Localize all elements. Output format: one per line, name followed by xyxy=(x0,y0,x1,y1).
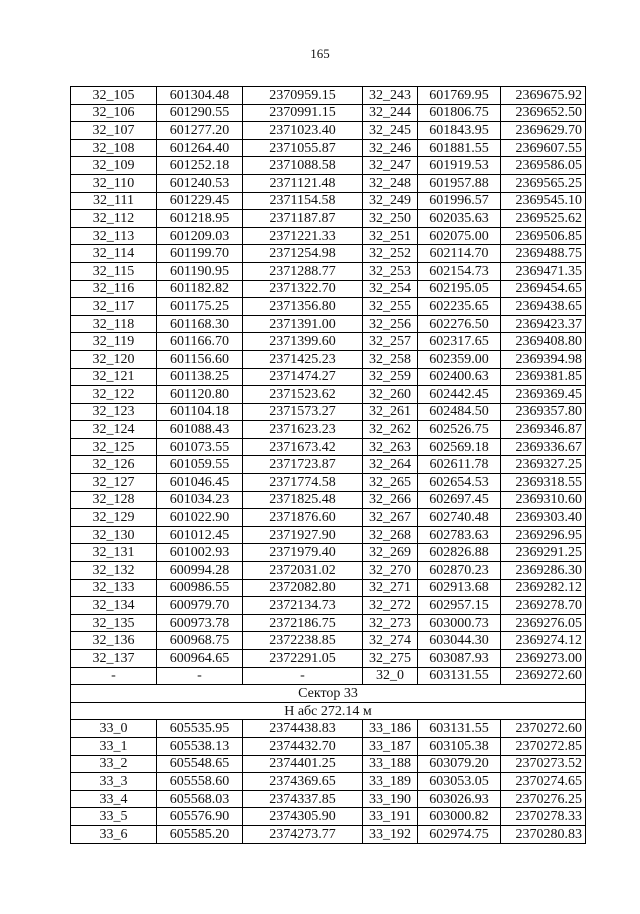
point-id-cell: 32_126 xyxy=(71,456,157,474)
y-coordinate-cell: 2371474.27 xyxy=(243,368,363,386)
point-id-cell: 32_121 xyxy=(71,368,157,386)
x-coordinate-cell: - xyxy=(157,667,243,685)
x-coordinate-cell: 603087.93 xyxy=(418,650,501,668)
y-coordinate-cell: 2369438.65 xyxy=(501,298,586,316)
y-coordinate-cell: 2369278.70 xyxy=(501,597,586,615)
table-row xyxy=(71,192,586,210)
point-id-cell: 32_117 xyxy=(71,298,157,316)
point-id-cell: 32_246 xyxy=(363,139,418,157)
point-id-cell: 32_257 xyxy=(363,333,418,351)
point-id-cell: 32_131 xyxy=(71,544,157,562)
y-coordinate-cell: 2369310.60 xyxy=(501,491,586,509)
y-coordinate-cell: 2371391.00 xyxy=(243,315,363,333)
table-row xyxy=(71,386,586,404)
point-id-cell: 32_123 xyxy=(71,403,157,421)
x-coordinate-cell: 602359.00 xyxy=(418,350,501,368)
x-coordinate-cell: 602484.50 xyxy=(418,403,501,421)
x-coordinate-cell: 602075.00 xyxy=(418,227,501,245)
y-coordinate-cell: 2371154.58 xyxy=(243,192,363,210)
point-id-cell: 32_105 xyxy=(71,87,157,105)
x-coordinate-cell: 601240.53 xyxy=(157,174,243,192)
table-row xyxy=(71,614,586,632)
table-row xyxy=(71,87,586,105)
point-id-cell: 32_260 xyxy=(363,386,418,404)
x-coordinate-cell: 601881.55 xyxy=(418,139,501,157)
x-coordinate-cell: 600994.28 xyxy=(157,562,243,580)
y-coordinate-cell: 2371425.23 xyxy=(243,350,363,368)
x-coordinate-cell: 602235.65 xyxy=(418,298,501,316)
point-id-cell: 33_189 xyxy=(363,773,418,791)
table-row xyxy=(71,350,586,368)
point-id-cell: 32_115 xyxy=(71,262,157,280)
x-coordinate-cell: 605585.20 xyxy=(157,825,243,843)
y-coordinate-cell: 2370276.25 xyxy=(501,790,586,808)
table-row xyxy=(71,368,586,386)
x-coordinate-cell: 601002.93 xyxy=(157,544,243,562)
point-id-cell: 32_0 xyxy=(363,667,418,685)
point-id-cell: 33_191 xyxy=(363,808,418,826)
y-coordinate-cell: 2369296.95 xyxy=(501,526,586,544)
x-coordinate-cell: 600968.75 xyxy=(157,632,243,650)
table-row xyxy=(71,157,586,175)
point-id-cell: 32_265 xyxy=(363,474,418,492)
x-coordinate-cell: 600986.55 xyxy=(157,579,243,597)
point-id-cell: 33_6 xyxy=(71,825,157,843)
sector-title: Сектор 33 xyxy=(71,685,586,703)
point-id-cell: 32_133 xyxy=(71,579,157,597)
y-coordinate-cell: 2369274.12 xyxy=(501,632,586,650)
x-coordinate-cell: 602442.45 xyxy=(418,386,501,404)
height-row xyxy=(71,702,586,720)
x-coordinate-cell: 602697.45 xyxy=(418,491,501,509)
x-coordinate-cell: 603131.55 xyxy=(418,667,501,685)
y-coordinate-cell: 2369291.25 xyxy=(501,544,586,562)
point-id-cell: 32_107 xyxy=(71,122,157,140)
point-id-cell: 33_190 xyxy=(363,790,418,808)
y-coordinate-cell: 2371023.40 xyxy=(243,122,363,140)
x-coordinate-cell: 602783.63 xyxy=(418,526,501,544)
x-coordinate-cell: 602400.63 xyxy=(418,368,501,386)
x-coordinate-cell: 601073.55 xyxy=(157,438,243,456)
y-coordinate-cell: 2371187.87 xyxy=(243,210,363,228)
x-coordinate-cell: 603131.55 xyxy=(418,720,501,738)
y-coordinate-cell: - xyxy=(243,667,363,685)
table-row xyxy=(71,544,586,562)
table-row xyxy=(71,597,586,615)
y-coordinate-cell: 2369408.80 xyxy=(501,333,586,351)
table-row xyxy=(71,720,586,738)
point-id-cell: 32_267 xyxy=(363,509,418,527)
x-coordinate-cell: 603000.73 xyxy=(418,614,501,632)
table-row xyxy=(71,174,586,192)
y-coordinate-cell: 2369565.25 xyxy=(501,174,586,192)
y-coordinate-cell: 2372031.02 xyxy=(243,562,363,580)
y-coordinate-cell: 2371523.62 xyxy=(243,386,363,404)
x-coordinate-cell: 601304.48 xyxy=(157,87,243,105)
point-id-cell: 32_136 xyxy=(71,632,157,650)
x-coordinate-cell: 601277.20 xyxy=(157,122,243,140)
y-coordinate-cell: 2369525.62 xyxy=(501,210,586,228)
y-coordinate-cell: 2371322.70 xyxy=(243,280,363,298)
point-id-cell: 33_5 xyxy=(71,808,157,826)
point-id-cell: 32_253 xyxy=(363,262,418,280)
point-id-cell: 32_129 xyxy=(71,509,157,527)
point-id-cell: 32_106 xyxy=(71,104,157,122)
y-coordinate-cell: 2369629.70 xyxy=(501,122,586,140)
point-id-cell: 32_275 xyxy=(363,650,418,668)
point-id-cell: 32_268 xyxy=(363,526,418,544)
point-id-cell: 32_113 xyxy=(71,227,157,245)
x-coordinate-cell: 602526.75 xyxy=(418,421,501,439)
x-coordinate-cell: 605548.65 xyxy=(157,755,243,773)
x-coordinate-cell: 602276.50 xyxy=(418,315,501,333)
point-id-cell: 33_4 xyxy=(71,790,157,808)
point-id-cell: 32_118 xyxy=(71,315,157,333)
table-row xyxy=(71,122,586,140)
point-id-cell: 33_186 xyxy=(363,720,418,738)
x-coordinate-cell: 601264.40 xyxy=(157,139,243,157)
point-id-cell: 32_244 xyxy=(363,104,418,122)
point-id-cell: 32_128 xyxy=(71,491,157,509)
x-coordinate-cell: 601252.18 xyxy=(157,157,243,175)
x-coordinate-cell: 605535.95 xyxy=(157,720,243,738)
x-coordinate-cell: 601843.95 xyxy=(418,122,501,140)
y-coordinate-cell: 2370959.15 xyxy=(243,87,363,105)
x-coordinate-cell: 605558.60 xyxy=(157,773,243,791)
y-coordinate-cell: 2371088.58 xyxy=(243,157,363,175)
y-coordinate-cell: 2370278.33 xyxy=(501,808,586,826)
point-id-cell: 32_108 xyxy=(71,139,157,157)
point-id-cell: 32_119 xyxy=(71,333,157,351)
y-coordinate-cell: 2369318.55 xyxy=(501,474,586,492)
x-coordinate-cell: 600973.78 xyxy=(157,614,243,632)
y-coordinate-cell: 2369357.80 xyxy=(501,403,586,421)
y-coordinate-cell: 2370280.83 xyxy=(501,825,586,843)
y-coordinate-cell: 2374369.65 xyxy=(243,773,363,791)
point-id-cell: - xyxy=(71,667,157,685)
y-coordinate-cell: 2374401.25 xyxy=(243,755,363,773)
point-id-cell: 32_116 xyxy=(71,280,157,298)
point-id-cell: 32_245 xyxy=(363,122,418,140)
table-row xyxy=(71,755,586,773)
point-id-cell: 32_247 xyxy=(363,157,418,175)
y-coordinate-cell: 2372238.85 xyxy=(243,632,363,650)
x-coordinate-cell: 601182.82 xyxy=(157,280,243,298)
x-coordinate-cell: 601996.57 xyxy=(418,192,501,210)
x-coordinate-cell: 602317.65 xyxy=(418,333,501,351)
x-coordinate-cell: 602611.78 xyxy=(418,456,501,474)
point-id-cell: 32_256 xyxy=(363,315,418,333)
x-coordinate-cell: 605576.90 xyxy=(157,808,243,826)
sector-33-header xyxy=(71,685,586,720)
point-id-cell: 32_127 xyxy=(71,474,157,492)
y-coordinate-cell: 2369336.67 xyxy=(501,438,586,456)
y-coordinate-cell: 2369276.05 xyxy=(501,614,586,632)
table-row xyxy=(71,509,586,527)
x-coordinate-cell: 601229.45 xyxy=(157,192,243,210)
sector-33-rows xyxy=(71,720,586,843)
y-coordinate-cell: 2369423.37 xyxy=(501,315,586,333)
y-coordinate-cell: 2371876.60 xyxy=(243,509,363,527)
point-id-cell: 32_124 xyxy=(71,421,157,439)
x-coordinate-cell: 605568.03 xyxy=(157,790,243,808)
height-label: Н абс 272.14 м xyxy=(71,702,586,720)
point-id-cell: 32_264 xyxy=(363,456,418,474)
point-id-cell: 32_135 xyxy=(71,614,157,632)
y-coordinate-cell: 2371121.48 xyxy=(243,174,363,192)
table-row xyxy=(71,737,586,755)
table-row xyxy=(71,526,586,544)
point-id-cell: 32_254 xyxy=(363,280,418,298)
table-row xyxy=(71,280,586,298)
y-coordinate-cell: 2372291.05 xyxy=(243,650,363,668)
point-id-cell: 32_269 xyxy=(363,544,418,562)
x-coordinate-cell: 602957.15 xyxy=(418,597,501,615)
x-coordinate-cell: 602826.88 xyxy=(418,544,501,562)
table-row xyxy=(71,579,586,597)
point-id-cell: 32_125 xyxy=(71,438,157,456)
table-row xyxy=(71,667,586,685)
x-coordinate-cell: 601012.45 xyxy=(157,526,243,544)
y-coordinate-cell: 2369607.55 xyxy=(501,139,586,157)
table-row xyxy=(71,808,586,826)
table-row xyxy=(71,245,586,263)
point-id-cell: 32_111 xyxy=(71,192,157,210)
x-coordinate-cell: 603000.82 xyxy=(418,808,501,826)
y-coordinate-cell: 2374432.70 xyxy=(243,737,363,755)
x-coordinate-cell: 602154.73 xyxy=(418,262,501,280)
table-row xyxy=(71,632,586,650)
point-id-cell: 32_263 xyxy=(363,438,418,456)
x-coordinate-cell: 602035.63 xyxy=(418,210,501,228)
x-coordinate-cell: 601088.43 xyxy=(157,421,243,439)
x-coordinate-cell: 603053.05 xyxy=(418,773,501,791)
x-coordinate-cell: 601156.60 xyxy=(157,350,243,368)
y-coordinate-cell: 2371673.42 xyxy=(243,438,363,456)
y-coordinate-cell: 2372186.75 xyxy=(243,614,363,632)
point-id-cell: 32_130 xyxy=(71,526,157,544)
table-row xyxy=(71,438,586,456)
point-id-cell: 32_266 xyxy=(363,491,418,509)
point-id-cell: 32_255 xyxy=(363,298,418,316)
table-row xyxy=(71,825,586,843)
x-coordinate-cell: 602913.68 xyxy=(418,579,501,597)
point-id-cell: 32_110 xyxy=(71,174,157,192)
point-id-cell: 32_134 xyxy=(71,597,157,615)
y-coordinate-cell: 2371288.77 xyxy=(243,262,363,280)
x-coordinate-cell: 601138.25 xyxy=(157,368,243,386)
point-id-cell: 32_137 xyxy=(71,650,157,668)
coordinates-table xyxy=(70,86,586,844)
point-id-cell: 32_243 xyxy=(363,87,418,105)
y-coordinate-cell: 2371573.27 xyxy=(243,403,363,421)
x-coordinate-cell: 603105.38 xyxy=(418,737,501,755)
x-coordinate-cell: 601166.70 xyxy=(157,333,243,351)
y-coordinate-cell: 2369303.40 xyxy=(501,509,586,527)
x-coordinate-cell: 601218.95 xyxy=(157,210,243,228)
table-row xyxy=(71,210,586,228)
y-coordinate-cell: 2374273.77 xyxy=(243,825,363,843)
point-id-cell: 32_251 xyxy=(363,227,418,245)
point-id-cell: 33_192 xyxy=(363,825,418,843)
x-coordinate-cell: 602974.75 xyxy=(418,825,501,843)
x-coordinate-cell: 601190.95 xyxy=(157,262,243,280)
x-coordinate-cell: 602114.70 xyxy=(418,245,501,263)
point-id-cell: 32_270 xyxy=(363,562,418,580)
x-coordinate-cell: 603079.20 xyxy=(418,755,501,773)
y-coordinate-cell: 2371055.87 xyxy=(243,139,363,157)
point-id-cell: 32_262 xyxy=(363,421,418,439)
sector-32-rows xyxy=(71,87,586,685)
point-id-cell: 33_187 xyxy=(363,737,418,755)
table-row xyxy=(71,139,586,157)
y-coordinate-cell: 2371399.60 xyxy=(243,333,363,351)
y-coordinate-cell: 2369394.98 xyxy=(501,350,586,368)
point-id-cell: 32_252 xyxy=(363,245,418,263)
y-coordinate-cell: 2369675.92 xyxy=(501,87,586,105)
point-id-cell: 33_1 xyxy=(71,737,157,755)
y-coordinate-cell: 2369327.25 xyxy=(501,456,586,474)
point-id-cell: 32_249 xyxy=(363,192,418,210)
x-coordinate-cell: 603044.30 xyxy=(418,632,501,650)
y-coordinate-cell: 2369381.85 xyxy=(501,368,586,386)
y-coordinate-cell: 2369286.30 xyxy=(501,562,586,580)
point-id-cell: 32_258 xyxy=(363,350,418,368)
table-row xyxy=(71,650,586,668)
x-coordinate-cell: 601104.18 xyxy=(157,403,243,421)
y-coordinate-cell: 2374438.83 xyxy=(243,720,363,738)
x-coordinate-cell: 601168.30 xyxy=(157,315,243,333)
point-id-cell: 32_274 xyxy=(363,632,418,650)
page-number: 165 xyxy=(310,46,330,61)
x-coordinate-cell: 601199.70 xyxy=(157,245,243,263)
point-id-cell: 32_259 xyxy=(363,368,418,386)
point-id-cell: 32_122 xyxy=(71,386,157,404)
x-coordinate-cell: 602870.23 xyxy=(418,562,501,580)
x-coordinate-cell: 601046.45 xyxy=(157,474,243,492)
y-coordinate-cell: 2369282.12 xyxy=(501,579,586,597)
table-row xyxy=(71,474,586,492)
point-id-cell: 32_132 xyxy=(71,562,157,580)
y-coordinate-cell: 2372134.73 xyxy=(243,597,363,615)
point-id-cell: 32_271 xyxy=(363,579,418,597)
y-coordinate-cell: 2371356.80 xyxy=(243,298,363,316)
x-coordinate-cell: 601022.90 xyxy=(157,509,243,527)
table-row xyxy=(71,403,586,421)
y-coordinate-cell: 2369369.45 xyxy=(501,386,586,404)
x-coordinate-cell: 600964.65 xyxy=(157,650,243,668)
point-id-cell: 32_120 xyxy=(71,350,157,368)
point-id-cell: 32_112 xyxy=(71,210,157,228)
table-row xyxy=(71,315,586,333)
y-coordinate-cell: 2370274.65 xyxy=(501,773,586,791)
point-id-cell: 33_0 xyxy=(71,720,157,738)
sector-title-row xyxy=(71,685,586,703)
y-coordinate-cell: 2369488.75 xyxy=(501,245,586,263)
y-coordinate-cell: 2371254.98 xyxy=(243,245,363,263)
y-coordinate-cell: 2370991.15 xyxy=(243,104,363,122)
point-id-cell: 33_188 xyxy=(363,755,418,773)
table-row xyxy=(71,491,586,509)
table-row xyxy=(71,333,586,351)
y-coordinate-cell: 2369454.65 xyxy=(501,280,586,298)
x-coordinate-cell: 600979.70 xyxy=(157,597,243,615)
x-coordinate-cell: 601059.55 xyxy=(157,456,243,474)
y-coordinate-cell: 2371623.23 xyxy=(243,421,363,439)
table-row xyxy=(71,773,586,791)
y-coordinate-cell: 2369586.05 xyxy=(501,157,586,175)
x-coordinate-cell: 601769.95 xyxy=(418,87,501,105)
y-coordinate-cell: 2372082.80 xyxy=(243,579,363,597)
y-coordinate-cell: 2371723.87 xyxy=(243,456,363,474)
y-coordinate-cell: 2370272.85 xyxy=(501,737,586,755)
y-coordinate-cell: 2369346.87 xyxy=(501,421,586,439)
table-row xyxy=(71,790,586,808)
table-row xyxy=(71,562,586,580)
y-coordinate-cell: 2370272.60 xyxy=(501,720,586,738)
y-coordinate-cell: 2369273.00 xyxy=(501,650,586,668)
point-id-cell: 32_109 xyxy=(71,157,157,175)
table-row xyxy=(71,262,586,280)
point-id-cell: 33_3 xyxy=(71,773,157,791)
table-row xyxy=(71,227,586,245)
y-coordinate-cell: 2369506.85 xyxy=(501,227,586,245)
x-coordinate-cell: 601957.88 xyxy=(418,174,501,192)
point-id-cell: 32_272 xyxy=(363,597,418,615)
y-coordinate-cell: 2370273.52 xyxy=(501,755,586,773)
x-coordinate-cell: 601209.03 xyxy=(157,227,243,245)
point-id-cell: 33_2 xyxy=(71,755,157,773)
point-id-cell: 32_261 xyxy=(363,403,418,421)
y-coordinate-cell: 2369545.10 xyxy=(501,192,586,210)
x-coordinate-cell: 601034.23 xyxy=(157,491,243,509)
y-coordinate-cell: 2371927.90 xyxy=(243,526,363,544)
x-coordinate-cell: 601290.55 xyxy=(157,104,243,122)
y-coordinate-cell: 2369272.60 xyxy=(501,667,586,685)
y-coordinate-cell: 2371825.48 xyxy=(243,491,363,509)
x-coordinate-cell: 605538.13 xyxy=(157,737,243,755)
point-id-cell: 32_248 xyxy=(363,174,418,192)
y-coordinate-cell: 2369652.50 xyxy=(501,104,586,122)
x-coordinate-cell: 601120.80 xyxy=(157,386,243,404)
y-coordinate-cell: 2369471.35 xyxy=(501,262,586,280)
table-row xyxy=(71,456,586,474)
x-coordinate-cell: 601175.25 xyxy=(157,298,243,316)
x-coordinate-cell: 602654.53 xyxy=(418,474,501,492)
point-id-cell: 32_273 xyxy=(363,614,418,632)
x-coordinate-cell: 603026.93 xyxy=(418,790,501,808)
table-row xyxy=(71,298,586,316)
point-id-cell: 32_250 xyxy=(363,210,418,228)
table-row xyxy=(71,421,586,439)
x-coordinate-cell: 601919.53 xyxy=(418,157,501,175)
y-coordinate-cell: 2374337.85 xyxy=(243,790,363,808)
y-coordinate-cell: 2371774.58 xyxy=(243,474,363,492)
y-coordinate-cell: 2371979.40 xyxy=(243,544,363,562)
table-row xyxy=(71,104,586,122)
point-id-cell: 32_114 xyxy=(71,245,157,263)
y-coordinate-cell: 2371221.33 xyxy=(243,227,363,245)
x-coordinate-cell: 602569.18 xyxy=(418,438,501,456)
x-coordinate-cell: 601806.75 xyxy=(418,104,501,122)
x-coordinate-cell: 602195.05 xyxy=(418,280,501,298)
x-coordinate-cell: 602740.48 xyxy=(418,509,501,527)
y-coordinate-cell: 2374305.90 xyxy=(243,808,363,826)
